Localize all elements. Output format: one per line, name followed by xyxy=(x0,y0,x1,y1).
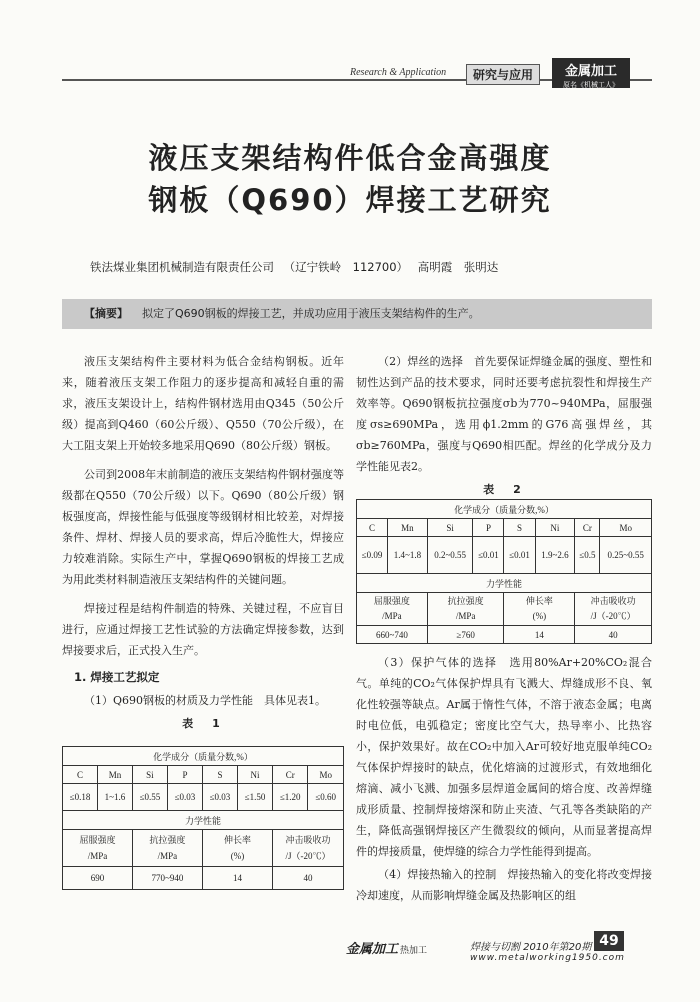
left-column xyxy=(62,351,344,734)
brand-name: 金属加工 xyxy=(564,64,617,79)
table1-mech-cell: 14 xyxy=(202,867,272,890)
table1-chem-title: 化学成分（质量分数,%） xyxy=(63,747,344,766)
table-1 xyxy=(62,746,344,890)
paragraph: （1）Q690钢板的材质及力学性能 具体见表1。 xyxy=(84,694,327,707)
table1-chem-header: Mn xyxy=(98,766,133,784)
table2-mech-header: 冲击吸收功 /J（-20℃） xyxy=(575,593,652,626)
author-names: 高明霞 张明达 xyxy=(417,260,499,274)
table2-chem-cell: ≤0.01 xyxy=(473,537,504,574)
table1-chem-cell: ≤1.20 xyxy=(272,784,307,811)
brand-subtitle: 原名《机械工人》 xyxy=(563,81,619,89)
abstract-tag: 【摘要】 xyxy=(84,307,128,320)
table2-chem-title: 化学成分（质量分数,%） xyxy=(357,500,652,519)
header-english-label: Research & Application xyxy=(350,67,447,78)
table2-chem-cell: 1.4~1.8 xyxy=(388,537,428,574)
table1-chem-cell: ≤0.03 xyxy=(167,784,202,811)
table2-chem-header: Mn xyxy=(388,519,428,537)
table1-mech-header: 屈服强度 /MPa xyxy=(63,830,133,867)
table2-mech-header: 抗拉强度 /MPa xyxy=(427,593,504,626)
table2-chem-cell: 0.25~0.55 xyxy=(600,537,652,574)
table1-chem-cell: 1~1.6 xyxy=(98,784,133,811)
author-organization: 铁法煤业集团机械制造有限责任公司 xyxy=(90,260,274,274)
table1-chem-cell: ≤0.03 xyxy=(202,784,237,811)
table2-chem-header: P xyxy=(473,519,504,537)
table2-chem-cell: 1.9~2.6 xyxy=(535,537,575,574)
table1-mech-title: 力学性能 xyxy=(63,811,344,830)
table1-mech-cell: 770~940 xyxy=(132,867,202,890)
table-2 xyxy=(356,499,652,644)
table2-caption: 表 2 xyxy=(483,483,525,496)
table2-chem-header: Ni xyxy=(535,519,575,537)
table2-mech-cell: 40 xyxy=(575,626,652,644)
right-column-top xyxy=(356,351,652,500)
author-location: （辽宁铁岭 112700） xyxy=(283,260,409,274)
footer-website: www.metalworking1950.com xyxy=(470,953,625,963)
table2-chem-header: Si xyxy=(427,519,473,537)
table1-chem-header: S xyxy=(202,766,237,784)
abstract-text: 拟定了Q690钢板的焊接工艺，并成功应用于液压支架结构件的生产。 xyxy=(142,307,480,320)
table1-chem-header: C xyxy=(63,766,98,784)
table2-mech-cell: 14 xyxy=(504,626,575,644)
footer-logo: 金属加工 热加工 xyxy=(346,942,428,957)
table2-mech-header: 屈服强度 /MPa xyxy=(357,593,428,626)
footer-logo-sub: 热加工 xyxy=(400,946,428,956)
table1-chem-cell: ≤0.55 xyxy=(132,784,167,811)
table2-chem-header: Mo xyxy=(600,519,652,537)
table2-chem-cell: ≤0.01 xyxy=(504,537,535,574)
table1-chem-cell: ≤1.50 xyxy=(237,784,272,811)
table1-chem-cell: ≤0.18 xyxy=(63,784,98,811)
table2-chem-cell: ≤0.5 xyxy=(575,537,600,574)
table1-chem-header: Si xyxy=(132,766,167,784)
paragraph: （3）保护气体的选择 选用80%Ar+20%CO₂混合气。单纯的CO₂气体保护焊具有飞溅大、焊缝成形不良、氧化性较强等缺点。Ar属于惰性气体，不溶于液态金属；电离时电位低，电弧稳定；密度比空气大，热导率小、比热容小，保护效果好。故在CO₂中加入Ar可较好地克服单纯CO₂气体保护焊接时的缺点，优化熔滴的过渡形式，有效地细化熔滴、减小飞溅、加强多层焊道金属间的熔合度、改善焊缝成形质量、控制焊接熔深和防止夹渣、气孔等各类缺陷的产生，降低高强钢焊接区产生微裂纹的倾向，从而显著提高焊件的焊接质量，使焊缝的综合力学性能得到提高。 xyxy=(356,656,652,858)
table2-mech-cell: 660~740 xyxy=(357,626,428,644)
header-section-label: 研究与应用 xyxy=(466,64,540,85)
table1-mech-cell: 690 xyxy=(63,867,133,890)
paragraph: （4）焊接热输入的控制 焊接热输入的变化将改变焊接冷却速度，从而影响焊缝金属及热影响区的组 xyxy=(356,868,652,902)
page-number: 49 xyxy=(594,931,624,951)
table1-chem-header: Cr xyxy=(272,766,307,784)
article-title-line2: 钢板（Q690）焊接工艺研究 xyxy=(148,183,552,217)
section-heading: 1. 焊接工艺拟定 xyxy=(74,670,160,684)
paragraph: 液压支架结构件主要材料为低合金结构钢板。近年来，随着液压支架工作阻力的逐步提高和减轻自重的需求，液压支架设计上，结构件钢材选用由Q345（50公斤级）提高到Q460（60公斤级）、Q550（70公斤级），在大工阻支架上开始较多地采用Q690（80公斤级）钢板。 xyxy=(62,355,344,452)
paragraph: 公司到2008年末前制造的液压支架结构件钢材强度等级都在Q550（70公斤级）以下。Q690（80公斤级）钢板强度高，焊接性能与低强度等级钢材相比较差，对焊接条件、焊材、焊接人员的要求高，焊后冷脆性大，焊接应力较难消除。实际生产中，掌握Q690钢板的焊接工艺成为用此类材料制造液压支架结构件的关键问题。 xyxy=(62,468,344,586)
table1-mech-cell: 40 xyxy=(272,867,343,890)
table1-chem-header: Mo xyxy=(308,766,344,784)
table1-chem-header: Ni xyxy=(237,766,272,784)
table2-chem-header: Cr xyxy=(575,519,600,537)
table1-caption: 表 1 xyxy=(182,717,224,730)
paragraph: （2）焊丝的选择 首先要保证焊缝金属的强度、塑性和韧性达到产品的技术要求，同时还要考虑抗裂性和焊接生产效率等。Q690钢板抗拉强度σb为770~940MPa，屈服强度σs≥690MPa，选用ϕ1.2mm的G76高强焊丝，其σb≥760MPa，强度与Q690相匹配。焊丝的化学成分及力学性能见表2。 xyxy=(356,355,652,473)
table1-chem-cell: ≤0.60 xyxy=(308,784,344,811)
table1-chem-header: P xyxy=(167,766,202,784)
table1-mech-header: 冲击吸收功 /J（-20℃） xyxy=(272,830,343,867)
table2-mech-header: 伸长率 (%) xyxy=(504,593,575,626)
table2-chem-cell: ≤0.09 xyxy=(357,537,388,574)
author-line xyxy=(90,259,498,275)
paragraph: 焊接过程是结构件制造的特殊、关键过程，不应盲目进行，应通过焊接工艺性试验的方法确定焊接参数，达到焊接要求后，正式投入生产。 xyxy=(62,602,344,657)
table2-chem-header: C xyxy=(357,519,388,537)
table2-chem-header: S xyxy=(504,519,535,537)
footer-journal: 焊接与切割 2010年第20期 xyxy=(470,942,592,953)
table2-mech-title: 力学性能 xyxy=(357,574,652,593)
table2-chem-cell: 0.2~0.55 xyxy=(427,537,473,574)
table2-mech-cell: ≥760 xyxy=(427,626,504,644)
header-brand-logo xyxy=(552,58,630,88)
table1-mech-header: 伸长率 (%) xyxy=(202,830,272,867)
right-column-bottom xyxy=(356,652,652,906)
abstract-box xyxy=(62,299,652,329)
table1-mech-header: 抗拉强度 /MPa xyxy=(132,830,202,867)
article-title-line1: 液压支架结构件低合金高强度 xyxy=(148,141,552,175)
